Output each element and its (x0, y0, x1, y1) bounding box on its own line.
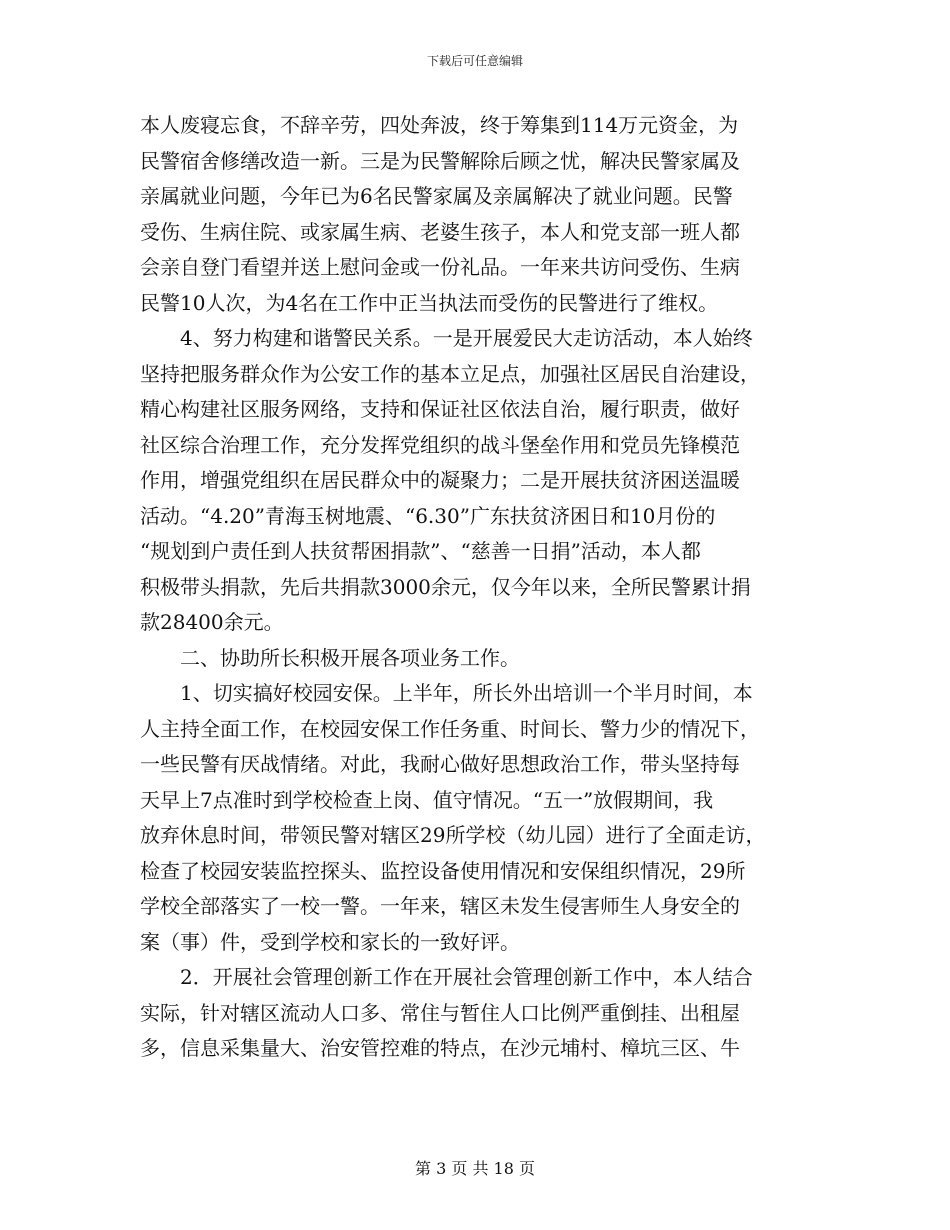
text-line: 社区综合治理工作，充分发挥党组织的战斗堡垒作用和党员先锋模范 (140, 432, 740, 457)
page-header: 下载后可任意编辑 (426, 54, 523, 68)
text-line: 受伤、生病住院、或家属生病、老婆生孩子，本人和党支部一班人都 (140, 219, 740, 244)
text-line: 一些民警有厌战情绪。对此，我耐心做好思想政治工作，带头坚持每 (140, 752, 740, 776)
text-line: 活动。“4.20”青海玉树地震、“6.30”广东扶贫济困日和10月份的 (140, 503, 716, 528)
text-line: 检查了校园安装监控探头、监控设备使用情况和安保组织情况，29所 (140, 858, 746, 883)
text-line: 精心构建社区服务网络，支持和保证社区依法自治，履行职责，做好 (140, 397, 740, 421)
text-line: 积极带头捐款，先后共捐款3000余元，仅今年以来，全所民警累计捐 (140, 574, 751, 599)
text-line: 会亲自登门看望并送上慰问金或一份礼品。一年来共访问受伤、生病 (140, 255, 740, 279)
text-line: 人主持全面工作，在校园安保工作任务重、时间长、警力少的情况下， (140, 716, 760, 741)
page-footer: 第 3 页 共 18 页 (415, 1159, 535, 1178)
text-line: 2．开展社会管理创新工作在开展社会管理创新工作中，本人结合 (140, 965, 753, 989)
text-line: 本人废寝忘食，不辞辛劳，四处奔波，终于筹集到114万元资金，为 (140, 113, 739, 137)
text-line: 多，信息采集量大、治安管控难的特点，在沙元埔村、樟坑三区、牛 (140, 1036, 740, 1060)
text-line: 案（事）件，受到学校和家长的一致好评。 (140, 929, 520, 954)
text-line: 放弃休息时间，带领民警对辖区29所学校（幼儿园）进行了全面走访， (140, 823, 766, 847)
text-line: 二、协助所长积极开展各项业务工作。 (140, 645, 520, 670)
document-body (140, 108, 820, 1067)
text-line: 学校全部落实了一校一警。一年来，辖区未发生侵害师生人身安全的 (140, 894, 740, 918)
text-line: 民警宿舍修缮改造一新。三是为民警解除后顾之忧，解决民警家属及 (140, 148, 740, 173)
text-line: 1、切实搞好校园安保。上半年，所长外出培训一个半月时间，本 (140, 681, 753, 705)
text-line: 天早上7点准时到学校检查上岗、值守情况。“五一”放假期间，我 (140, 787, 714, 812)
text-line: 作用，增强党组织在居民群众中的凝聚力；二是开展扶贫济困送温暖 (140, 468, 740, 492)
text-line: 实际，针对辖区流动人口多、常住与暂住人口比例严重倒挂、出租屋 (140, 1000, 740, 1025)
text-line: 4、努力构建和谐警民关系。一是开展爱民大走访活动，本人始终 (140, 326, 753, 350)
text-line: “规划到户责任到人扶贫帮困捐款”、“慈善一日捐”活动，本人都 (140, 539, 701, 563)
text-line: 款28400余元。 (140, 610, 284, 634)
text-line: 坚持把服务群众作为公安工作的基本立足点，加强社区居民自治建设， (140, 361, 760, 386)
text-line: 民警10人次，为4名在工作中正当执法而受伤的民警进行了维权。 (140, 290, 719, 315)
text-line: 亲属就业问题，今年已为6名民警家属及亲属解决了就业问题。民警 (140, 184, 733, 208)
